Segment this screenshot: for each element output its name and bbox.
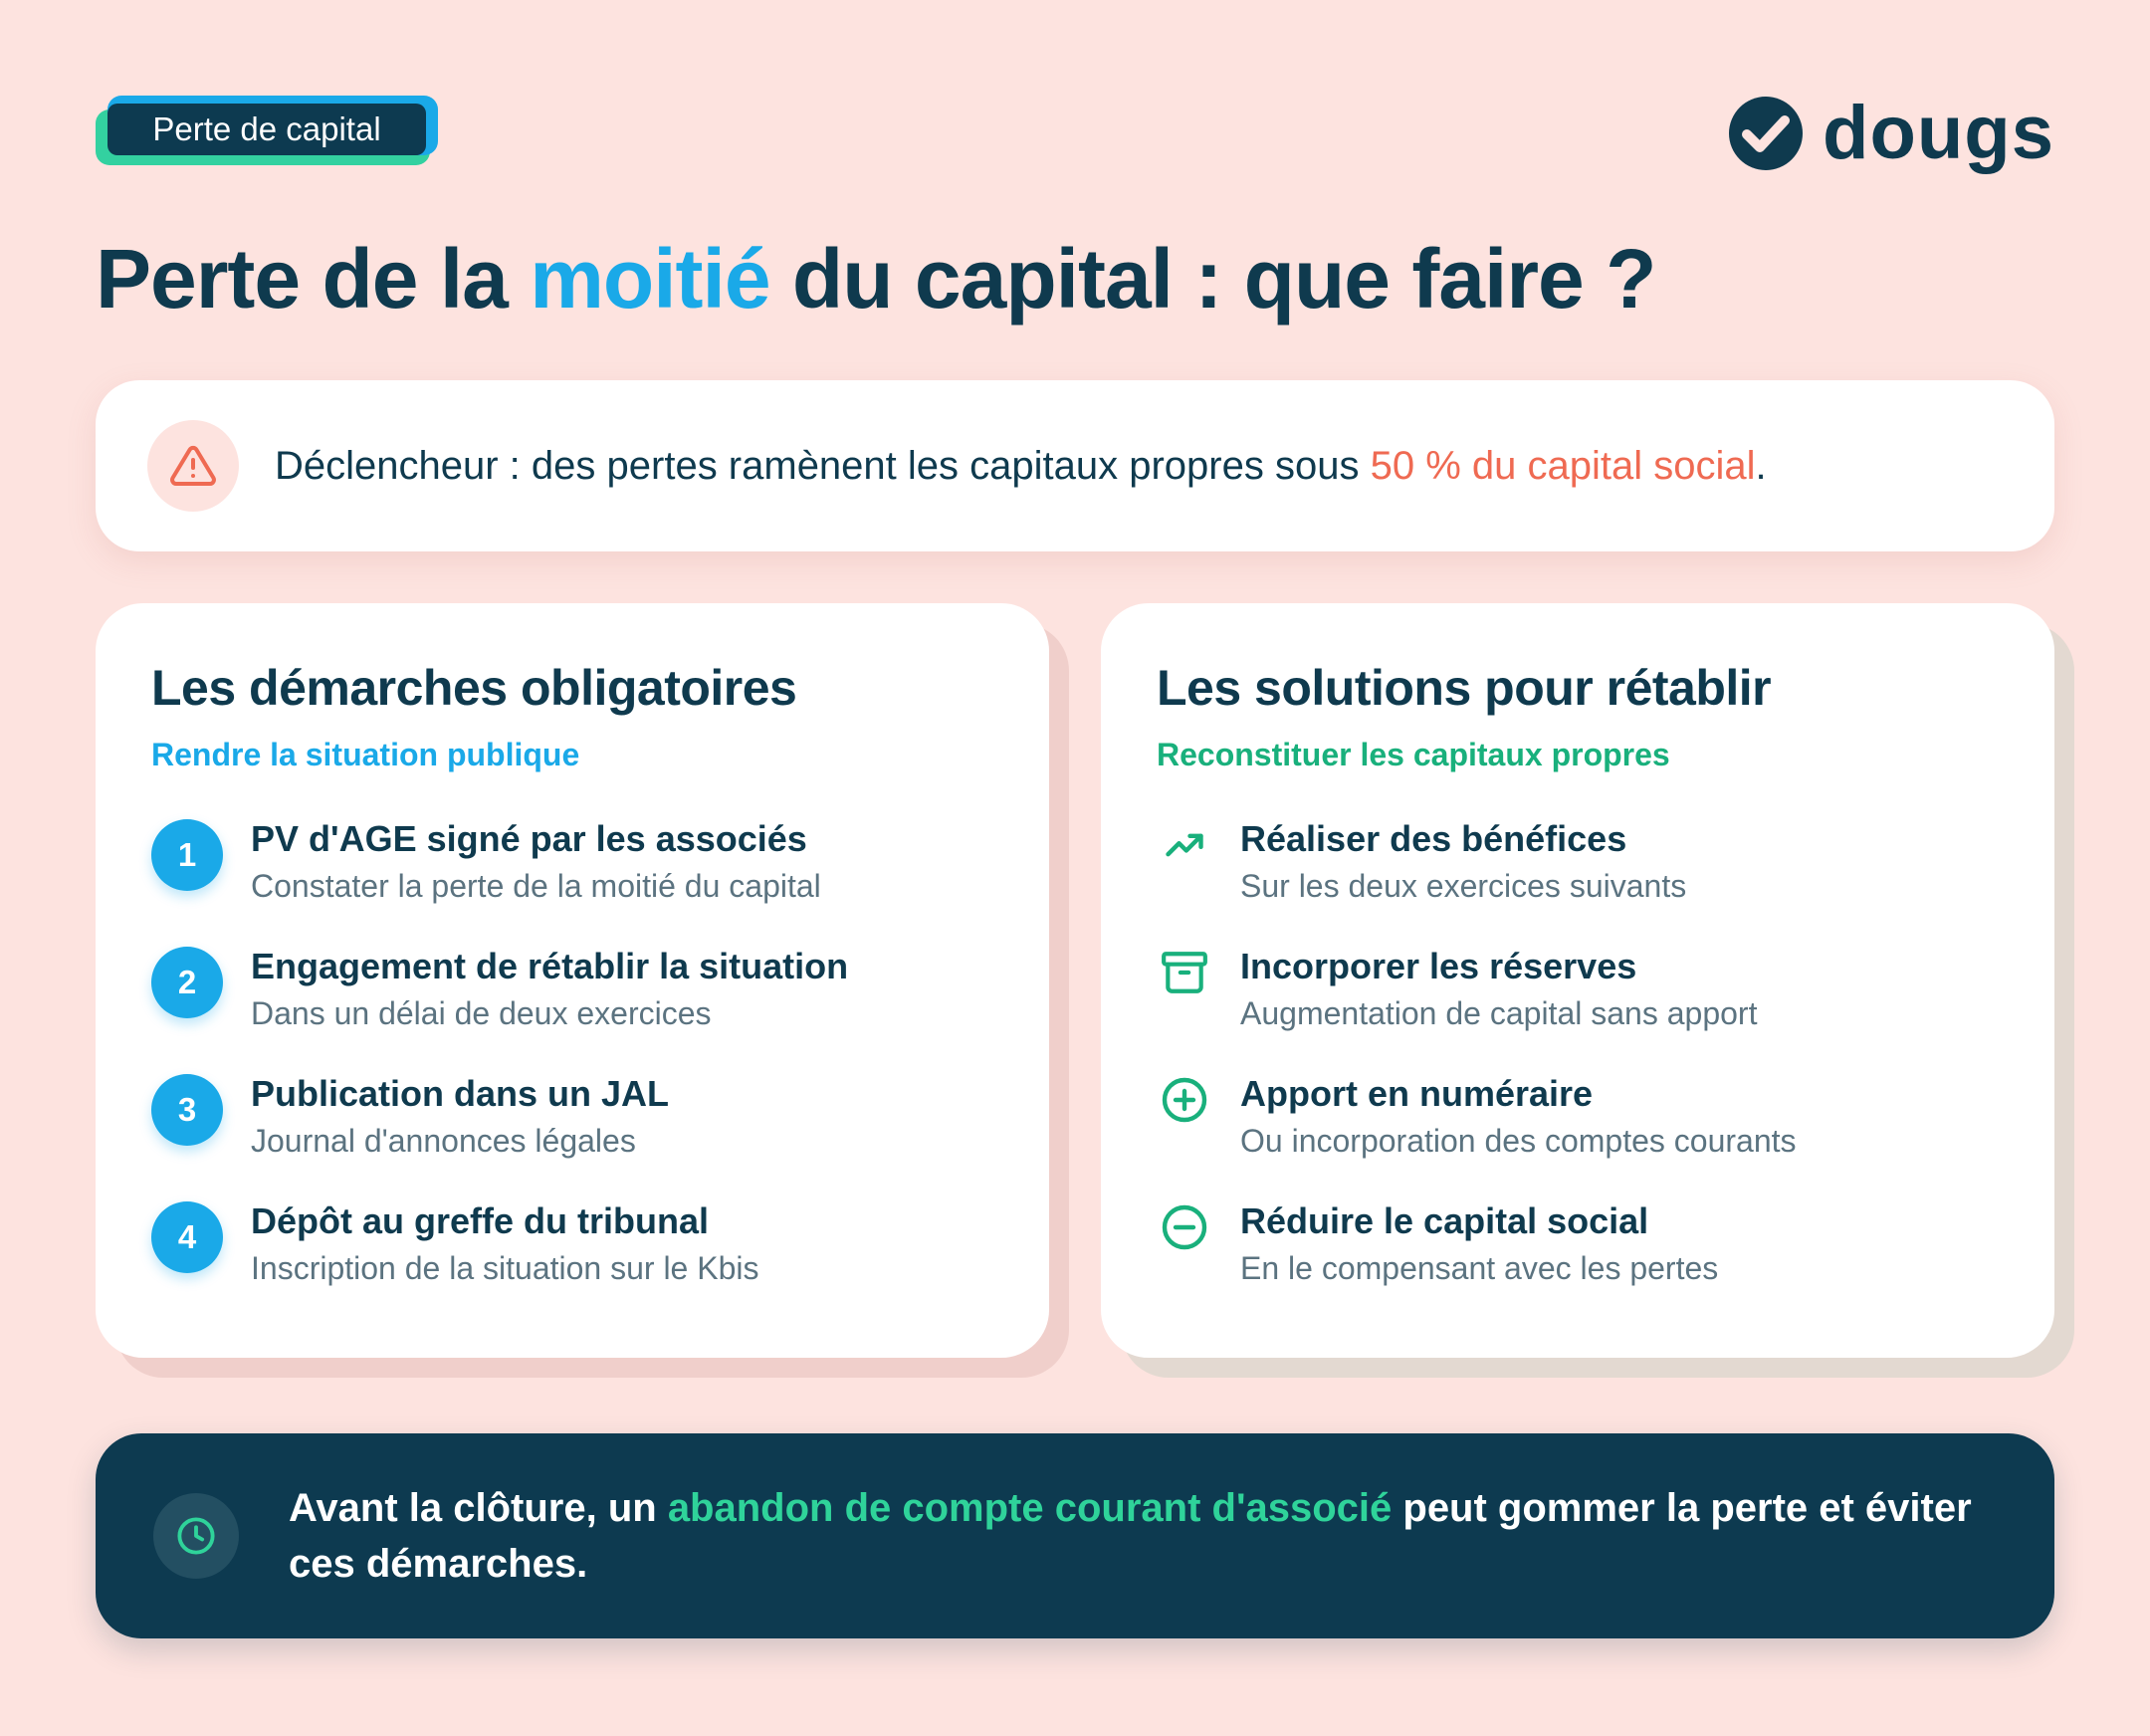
- item-title: Incorporer les réserves: [1240, 946, 1637, 986]
- list-item: [1157, 817, 2054, 945]
- trigger-after: .: [1755, 443, 1767, 488]
- tip-text: [289, 1480, 1975, 1592]
- solutions-title: Les solutions pour rétablir: [1157, 660, 1772, 716]
- item-title: Réaliser des bénéfices: [1240, 818, 1627, 859]
- item-description: Inscription de la situation sur le Kbis: [251, 1250, 759, 1286]
- obligations-title: Les démarches obligatoires: [151, 660, 797, 716]
- item-description: Journal d'annonces légales: [251, 1123, 636, 1159]
- title-before: Perte de la: [96, 232, 531, 326]
- page-title: [96, 231, 1655, 327]
- solutions-subtitle: Reconstituer les capitaux propres: [1157, 737, 1670, 772]
- item-title: Publication dans un JAL: [251, 1073, 670, 1114]
- item-description: Augmentation de capital sans apport: [1240, 995, 1758, 1031]
- list-item: [151, 1072, 1049, 1199]
- solutions-list: [1157, 817, 2054, 1327]
- item-title: Dépôt au greffe du tribunal: [251, 1200, 710, 1241]
- tip-highlight: abandon de compte courant d'associé: [667, 1486, 1393, 1530]
- item-title: PV d'AGE signé par les associés: [251, 818, 807, 859]
- obligations-list: [151, 817, 1049, 1327]
- trigger-highlight: 50 % du capital social: [1370, 443, 1756, 488]
- title-after: du capital : que faire ?: [769, 232, 1656, 326]
- solutions-card: [1101, 603, 2054, 1358]
- item-description: En le compensant avec les pertes: [1240, 1250, 1719, 1286]
- checkmark-logo-icon: [1729, 97, 1803, 170]
- list-item: [1157, 1199, 2054, 1327]
- item-title: Apport en numéraire: [1240, 1073, 1594, 1114]
- plus-circle-icon: [1161, 1076, 1208, 1124]
- warning-badge: [147, 420, 239, 512]
- list-item: [1157, 1072, 2054, 1199]
- clock-badge: [153, 1493, 239, 1579]
- trigger-text: [275, 444, 1767, 489]
- clock-icon: [175, 1515, 217, 1557]
- minus-circle-icon: [1161, 1203, 1208, 1251]
- step-number-badge: 3: [151, 1074, 223, 1146]
- step-number-badge: 1: [151, 819, 223, 891]
- brand-name: dougs: [1823, 91, 2054, 175]
- trigger-before: Déclencheur : des pertes ramènent les capitaux propres sous: [275, 443, 1371, 488]
- brand-logo: [1729, 91, 2054, 175]
- trending-up-icon: [1163, 823, 1206, 867]
- item-description: Constater la perte de la moitié du capital: [251, 868, 821, 904]
- category-tag: [96, 96, 438, 169]
- item-description: Ou incorporation des comptes courants: [1240, 1123, 1797, 1159]
- item-title: Réduire le capital social: [1240, 1200, 1649, 1241]
- trigger-card: [96, 380, 2054, 551]
- tip-after: peut gommer la perte et éviter ces démarches.: [289, 1486, 1972, 1586]
- item-title: Engagement de rétablir la situation: [251, 946, 849, 986]
- tag-label: Perte de capital: [108, 104, 426, 155]
- step-number-badge: 4: [151, 1201, 223, 1273]
- obligations-subtitle: Rendre la situation publique: [151, 737, 580, 772]
- list-item: [151, 1199, 1049, 1327]
- list-item: [151, 945, 1049, 1072]
- warning-triangle-icon: [169, 442, 217, 490]
- step-number-badge: 2: [151, 947, 223, 1018]
- title-highlight: moitié: [530, 232, 770, 326]
- tip-before: Avant la clôture, un: [289, 1486, 668, 1530]
- item-description: Dans un délai de deux exercices: [251, 995, 712, 1031]
- archive-box-icon: [1160, 948, 1209, 997]
- item-description: Sur les deux exercices suivants: [1240, 868, 1687, 904]
- list-item: [1157, 945, 2054, 1072]
- list-item: [151, 817, 1049, 945]
- tip-banner: [96, 1433, 2054, 1638]
- obligations-card: [96, 603, 1049, 1358]
